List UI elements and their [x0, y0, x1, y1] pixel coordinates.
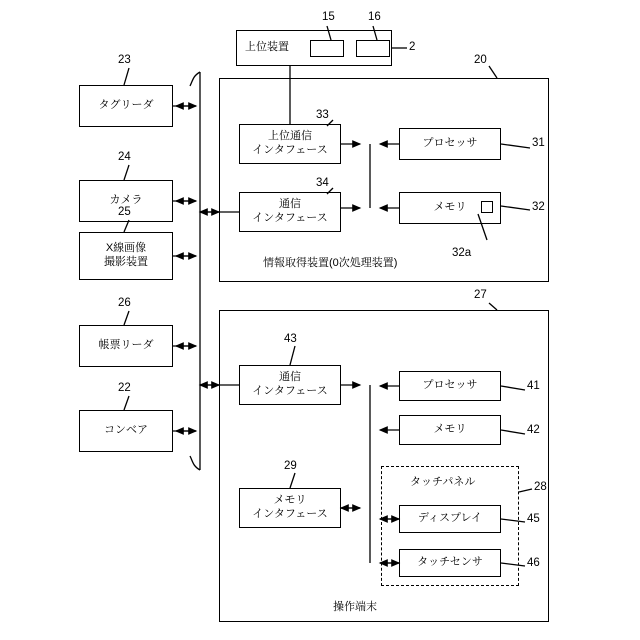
block-34-label: 通信 インタフェース: [252, 198, 328, 224]
block-processor-31: [399, 128, 501, 160]
ref-28: 28: [534, 481, 547, 493]
block-comm-interface-34: [239, 192, 341, 232]
ref-23: 23: [118, 54, 131, 66]
block-display-45: [399, 505, 501, 533]
device-conveyor: [79, 410, 173, 452]
block-41-label: プロセッサ: [422, 379, 478, 392]
block-memory-interface-29: [239, 488, 341, 528]
block-42-label: メモリ: [433, 423, 467, 436]
ref-20: 20: [474, 54, 487, 66]
block-45-label: ディスプレイ: [417, 512, 483, 525]
block-32-label: メモリ: [433, 201, 467, 214]
memory-32a-cell: [481, 201, 493, 213]
block-processor-41: [399, 371, 501, 401]
block-upper-comm-interface: [239, 124, 341, 164]
panel-information-acquisition: [219, 78, 549, 282]
device-tag-reader: [79, 85, 173, 127]
ref-33: 33: [316, 109, 329, 121]
device-22-label: コンベア: [104, 424, 148, 437]
ref-32: 32: [532, 201, 545, 213]
ref-29: 29: [284, 460, 297, 472]
ref-42: 42: [527, 424, 540, 436]
ref-34: 34: [316, 177, 329, 189]
device-23-label: タグリーダ: [98, 99, 154, 112]
device-24-label: カメラ: [109, 194, 143, 207]
device-26-label: 帳票リーダ: [98, 339, 154, 352]
block-43-label: 通信 インタフェース: [252, 371, 328, 397]
block-33-label: 上位通信 インタフェース: [252, 130, 328, 156]
device-xray-imaging: [79, 232, 173, 280]
device-25-label: X線画像 撮影装置: [104, 242, 148, 268]
ref-15: 15: [322, 11, 335, 23]
ref-27: 27: [474, 289, 487, 301]
ref-41: 41: [527, 380, 540, 392]
touch-panel-label: タッチパネル: [410, 476, 476, 488]
block-31-label: プロセッサ: [422, 137, 478, 150]
ref-24: 24: [118, 151, 131, 163]
top-unit-slot-15: [310, 40, 344, 57]
block-46-label: タッチセンサ: [417, 556, 483, 569]
ref-32a: 32a: [452, 247, 472, 259]
ref-43: 43: [284, 333, 297, 345]
block-29-label: メモリ インタフェース: [252, 494, 328, 520]
ref-25: 25: [118, 206, 131, 218]
block-touch-sensor-46: [399, 549, 501, 577]
block-memory-42: [399, 415, 501, 445]
ref-22: 22: [118, 382, 131, 394]
ref-2: 2: [409, 41, 416, 53]
ref-16: 16: [368, 11, 381, 23]
block-top-unit-label: 上位装置: [245, 41, 289, 54]
ref-45: 45: [527, 513, 540, 525]
ref-26: 26: [118, 297, 131, 309]
block-comm-interface-43: [239, 365, 341, 405]
panel-27-caption: 操作端末: [333, 601, 377, 613]
top-unit-slot-16: [356, 40, 390, 57]
ref-31: 31: [532, 137, 545, 149]
ref-46: 46: [527, 557, 540, 569]
panel-20-caption: 情報取得装置(0次処理装置): [263, 257, 398, 269]
device-form-reader: [79, 325, 173, 367]
